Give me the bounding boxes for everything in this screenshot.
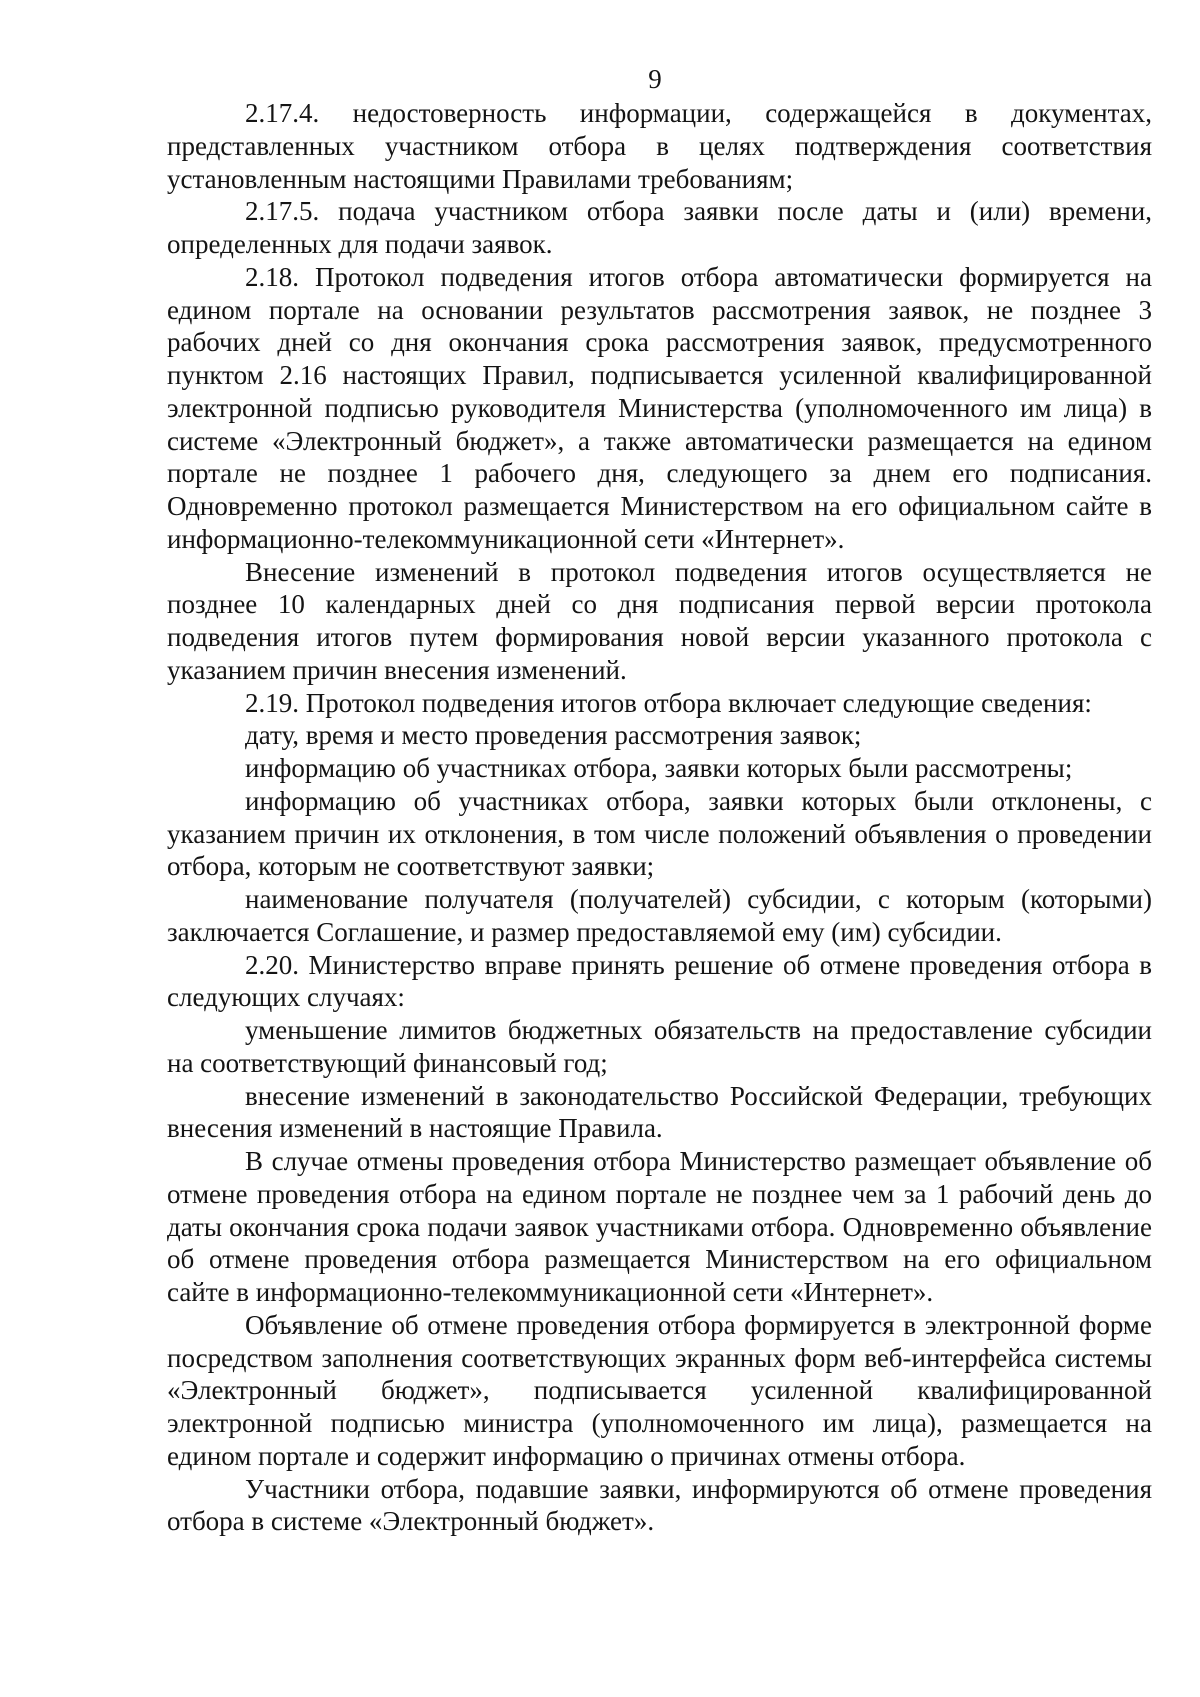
page-number: 9 bbox=[648, 64, 662, 94]
list-item-date-time-place: дату, время и место проведения рассмотрения заявок; bbox=[245, 720, 862, 751]
paragraph-protocol-changes: Внесение изменений в протокол подведения итогов осуществляется не позднее 10 календарных дней со дня подписания первой версии протокола подведения итогов путем формирования новой версии указанного протокола с указанием причин внесения изменений. bbox=[167, 556, 1152, 685]
paragraph-participants-informed: Участники отбора, подавшие заявки, информируются об отмене проведения отбора в системе «Электронный бюджет». bbox=[167, 1473, 1152, 1537]
paragraph-2-19: 2.19. Протокол подведения итогов отбора включает следующие сведения: bbox=[245, 687, 1092, 718]
paragraph-2-18: 2.18. Протокол подведения итогов отбора автоматически формируется на едином портале на основании результатов рассмотрения заявок, не позднее 3 рабочих дней со дня окончания срока рассмотрения заявок, предусмотренного пунктом 2.16 настоящих Правил, подписывается усиленной квалифицированной электронной подписью руководителя Министерства (уполномоченного им лица) в системе «Электронный бюджет», а также автоматически размещается на едином портале не позднее 1 рабочего дня, следующего за днем его подписания. Одновременно протокол размещается Министерством на его официальном сайте в информационно-телекоммуникационной сети «Интернет». bbox=[167, 261, 1152, 554]
list-item-subsidy-recipients: наименование получателя (получателей) субсидии, с которым (которыми) заключается Соглашение, и размер предоставляемой ему (им) субсидии. bbox=[167, 884, 1152, 947]
paragraph-electronic-notice: Объявление об отмене проведения отбора формируется в электронной форме посредством заполнения соответствующих экранных форм веб-интерфейса системы «Электронный бюджет», подписывается усиленной квалифицированной электронной подписью министра (уполномоченного им лица), размещается на едином портале и содержит информацию о причинах отмены отбора. bbox=[167, 1309, 1152, 1471]
list-item-legislation-changes: внесение изменений в законодательство Российской Федерации, требующих внесения изменений в настоящие Правила. bbox=[167, 1080, 1152, 1144]
paragraph-2-17-5: 2.17.5. подача участником отбора заявки после даты и (или) времени, определенных для подачи заявок. bbox=[167, 196, 1152, 259]
document-body bbox=[167, 97, 1152, 1538]
paragraph-2-17-4: 2.17.4. недостоверность информации, содержащейся в документах, представленных участником отбора в целях подтверждения соответствия установленным настоящими Правилами требованиям; bbox=[167, 98, 1152, 194]
list-item-considered-participants: информацию об участниках отбора, заявки которых были рассмотрены; bbox=[245, 753, 1073, 783]
paragraph-cancellation-notice: В случае отмены проведения отбора Министерство размещает объявление об отмене проведения отбора на едином портале не позднее чем за 1 рабочий день до даты окончания срока подачи заявок участниками отбора. Одновременно объявление об отмене проведения отбора размещается Министерством на его официальном сайте в информационно-телекоммуникационной сети «Интернет». bbox=[167, 1146, 1152, 1307]
list-item-rejected-participants: информацию об участниках отбора, заявки которых были отклонены, с указанием причин их отклонения, в том числе положений объявления о проведении отбора, которым не соответствуют заявки; bbox=[167, 785, 1152, 882]
list-item-budget-limits: уменьшение лимитов бюджетных обязательств на предоставление субсидии на соответствующий финансовый год; bbox=[167, 1015, 1152, 1078]
paragraph-2-20: 2.20. Министерство вправе принять решение об отмене проведения отбора в следующих случаях: bbox=[167, 949, 1152, 1013]
